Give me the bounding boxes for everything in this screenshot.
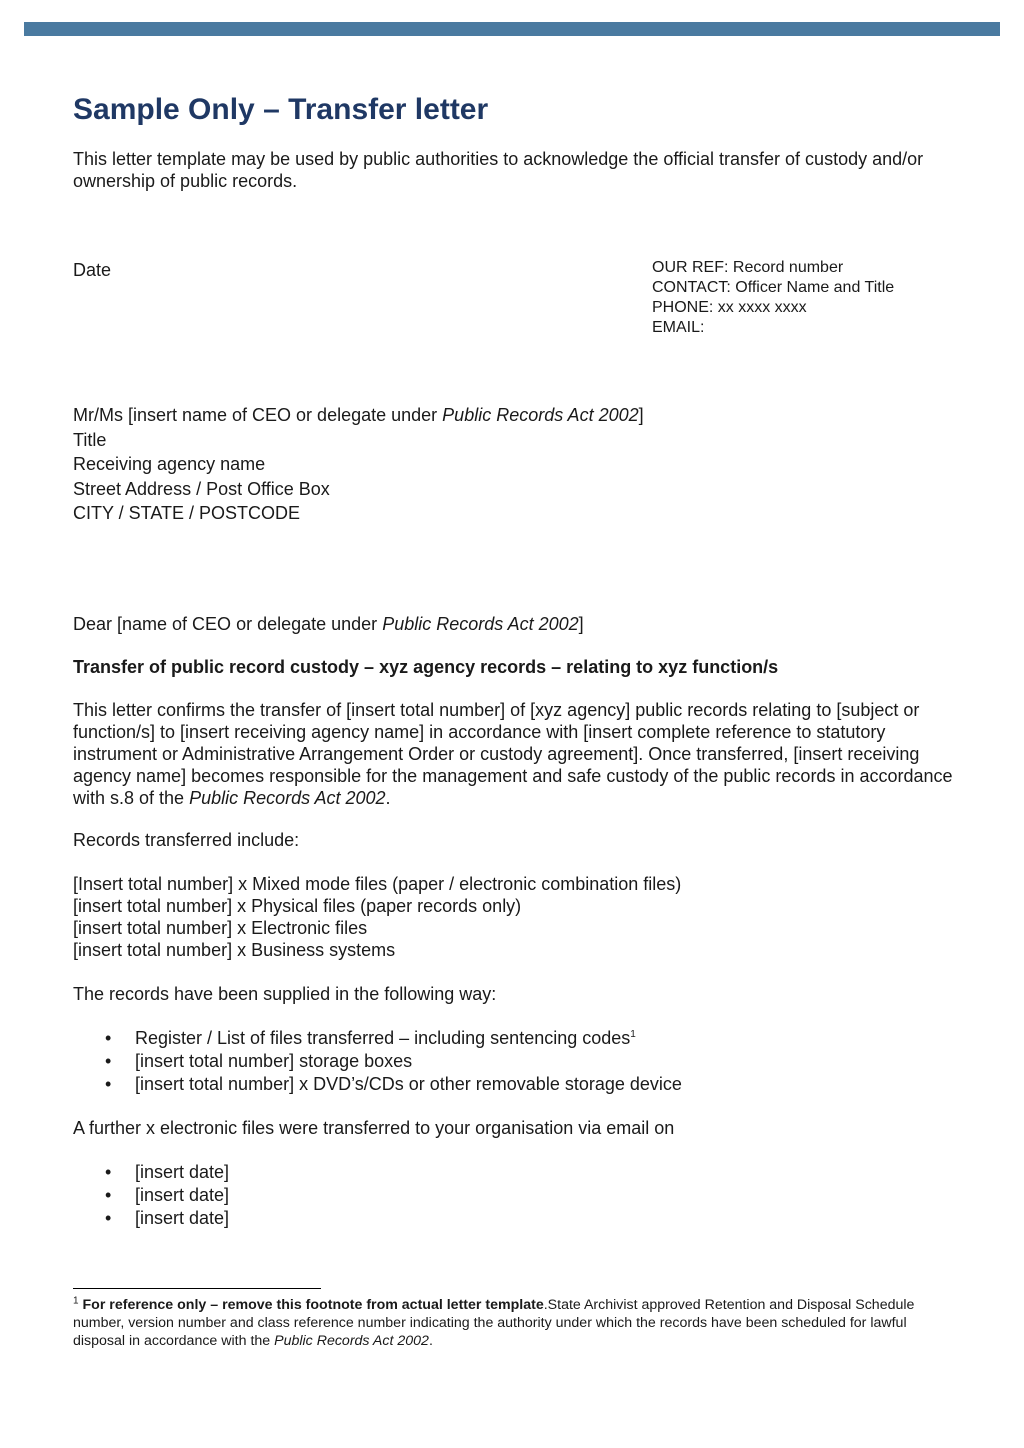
bullet-icon: • [105, 1185, 112, 1205]
bullet-icon: • [105, 1162, 112, 1182]
bullet-icon: • [105, 1028, 112, 1048]
act-name: Public Records Act 2002 [189, 788, 386, 808]
recipient-agency: Receiving agency name [73, 454, 266, 474]
date-placeholder: [insert date] [135, 1162, 230, 1182]
list-item [73, 1184, 229, 1207]
date-placeholder: [insert date] [135, 1208, 230, 1228]
list-item [73, 1050, 682, 1073]
supplied-intro: The records have been supplied in the following way: [73, 984, 497, 1004]
recipient-street: Street Address / Post Office Box [73, 478, 330, 499]
list-item [73, 1073, 682, 1096]
page-title: Sample Only – Transfer letter [73, 93, 489, 126]
body-text: This letter confirms the transfer of [insert total number] of [xyz agency] public records relating to [subject or function/s] to [insert receiving agency name] in accordance with [insert complete reference to statutory instrument or Administrative Arrangement Order or custody agreement]. Once transferred, [insert receiving agency name] becomes responsible for the management and safe custody of the public records in accordance with s.8 of the [73, 700, 953, 808]
body-paragraph [73, 699, 963, 809]
body-end: . [385, 788, 391, 808]
register-item: Register / List of files transferred – including sentencing codes [135, 1028, 631, 1048]
phone: PHONE: xx xxxx xxxx [652, 299, 807, 316]
list-item: [insert total number] x Physical files (paper records only) [73, 896, 522, 916]
supplied-list [73, 1027, 682, 1096]
footnote-divider [73, 1288, 321, 1289]
footnote-ref: 1 [630, 1029, 636, 1040]
bullet-icon: • [105, 1074, 112, 1094]
footnote-text: .State Archivist approved Retention and Disposal Schedule number, version number and class reference number indicating the authority under which the records have been scheduled for lawful disposal in accordance with the [73, 1297, 915, 1349]
list-item [73, 1027, 682, 1050]
footnote [73, 1296, 953, 1350]
intro-paragraph: This letter template may be used by public authorities to acknowledge the official transfer of custody and/or ownership of public records. [73, 149, 924, 191]
devices-item: [insert total number] x DVD’s/CDs or other removable storage device [135, 1074, 682, 1094]
act-name: Public Records Act 2002 [382, 614, 579, 634]
act-name: Public Records Act 2002 [442, 405, 639, 425]
recipient-city: CITY / STATE / POSTCODE [73, 503, 301, 523]
act-name: Public Records Act 2002 [274, 1333, 429, 1349]
footnote-end: . [428, 1333, 433, 1349]
email: EMAIL: [652, 319, 705, 336]
reference-block [652, 258, 894, 338]
contact: CONTACT: Officer Name and Title [652, 279, 895, 296]
date-placeholder: [insert date] [135, 1185, 230, 1205]
salutation-prefix: Dear [name of CEO or delegate under [73, 614, 383, 634]
boxes-item: [insert total number] storage boxes [135, 1051, 413, 1071]
footnote-mark: 1 [73, 1295, 79, 1307]
recipient-prefix: Mr/Ms [insert name of CEO or delegate under [73, 405, 443, 425]
further-transfer-text: A further x electronic files were transferred to your organisation via email on [73, 1118, 675, 1138]
date-label: Date [73, 260, 112, 280]
salutation [73, 612, 584, 636]
recipient-address [73, 403, 644, 526]
subject-line: Transfer of public record custody – xyz agency records – relating to xyz function/s [73, 657, 779, 677]
salutation-suffix: ] [578, 614, 584, 634]
recipient-title: Title [73, 429, 107, 450]
recipient-suffix: ] [638, 405, 644, 425]
bullet-icon: • [105, 1051, 112, 1071]
email-dates-list [73, 1161, 229, 1230]
records-intro: Records transferred include: [73, 830, 300, 850]
our-ref: OUR REF: Record number [652, 259, 844, 276]
list-item: [Insert total number] x Mixed mode files (paper / electronic combination files) [73, 874, 682, 894]
recipient-name [73, 403, 644, 428]
footnote-bold: For reference only – remove this footnote from actual letter template [82, 1297, 544, 1313]
records-list [73, 873, 681, 961]
bullet-icon: • [105, 1208, 112, 1228]
list-item [73, 1207, 229, 1230]
list-item: [insert total number] x Business systems [73, 940, 396, 960]
header-accent-bar [24, 22, 1000, 36]
list-item: [insert total number] x Electronic files [73, 918, 368, 938]
list-item [73, 1161, 229, 1184]
